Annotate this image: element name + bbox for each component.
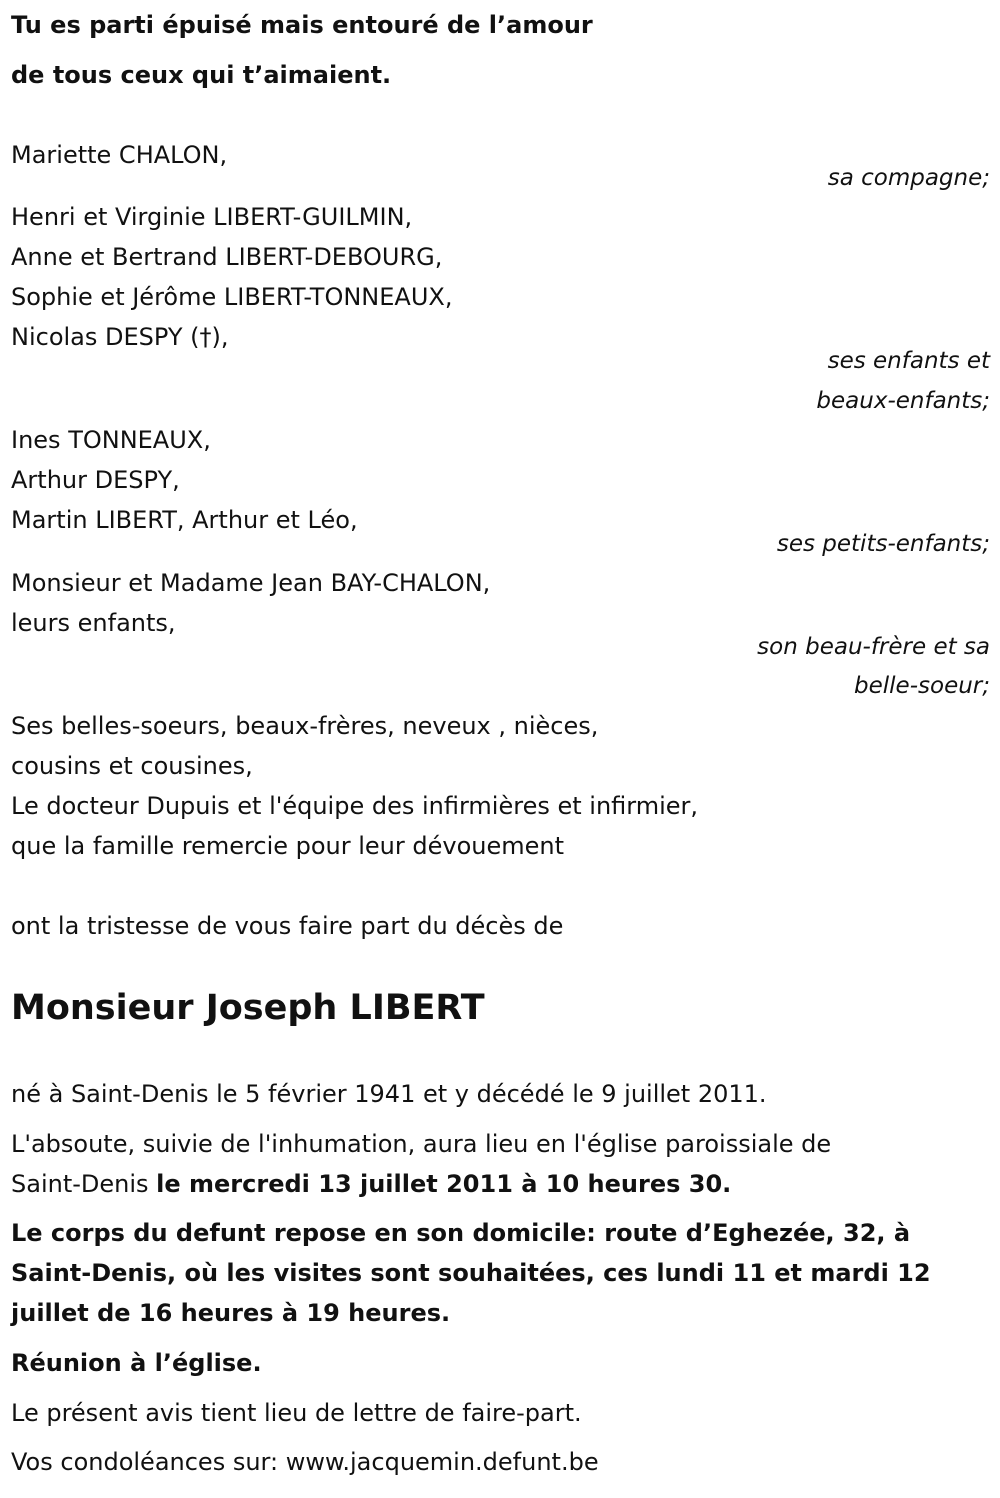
child-line-2: Anne et Bertrand LIBERT-DEBOURG, xyxy=(11,243,443,271)
announcement: ont la tristesse de vous faire part du décès de xyxy=(11,912,564,940)
child-line-4: Nicolas DESPY (†), xyxy=(11,323,229,351)
condolences-line: Vos condoléances sur: www.jacquemin.defunt.be xyxy=(11,1448,599,1476)
notice-line: Le présent avis tient lieu de lettre de faire-part. xyxy=(11,1399,582,1427)
child-line-1: Henri et Virginie LIBERT-GUILMIN, xyxy=(11,203,413,231)
birth-death-line: né à Saint-Denis le 5 février 1941 et y décédé le 9 juillet 2011. xyxy=(11,1080,767,1108)
children-role-line-2: beaux-enfants; xyxy=(816,388,990,414)
funeral-date-time: le mercredi 13 juillet 2011 à 10 heures 30. xyxy=(156,1170,732,1198)
funeral-line-2 xyxy=(11,1169,731,1199)
grandchild-line-3: Martin LIBERT, Arthur et Léo, xyxy=(11,506,358,534)
visitation-line-3: juillet de 16 heures à 19 heures. xyxy=(11,1299,451,1327)
partner-role: sa compagne; xyxy=(827,165,990,191)
in-laws-role-line-1: son beau-frère et sa xyxy=(757,634,990,660)
in-laws-role-line-2: belle-soeur; xyxy=(854,673,990,699)
others-line-4: que la famille remercie pour leur dévouement xyxy=(11,832,565,860)
child-line-3: Sophie et Jérôme LIBERT-TONNEAUX, xyxy=(11,283,453,311)
others-line-2: cousins et cousines, xyxy=(11,752,253,780)
children-role-line-1: ses enfants et xyxy=(827,348,990,374)
others-line-3: Le docteur Dupuis et l'équipe des infirmières et infirmier, xyxy=(11,792,699,820)
partner-name: Mariette CHALON, xyxy=(11,141,228,169)
in-laws-line-1: Monsieur et Madame Jean BAY-CHALON, xyxy=(11,569,491,597)
grandchildren-role: ses petits-enfants; xyxy=(776,531,990,557)
visitation-line-2: Saint-Denis, où les visites sont souhaitées, ces lundi 11 et mardi 12 xyxy=(11,1259,931,1287)
others-line-1: Ses belles-soeurs, beaux-frères, neveux , nièces, xyxy=(11,712,599,740)
funeral-line-1: L'absoute, suivie de l'inhumation, aura lieu en l'église paroissiale de xyxy=(11,1130,832,1158)
funeral-place: Saint-Denis xyxy=(11,1170,157,1198)
grandchild-line-2: Arthur DESPY, xyxy=(11,466,180,494)
epigraph-line-2: de tous ceux qui t’aimaient. xyxy=(11,61,392,89)
meeting-note: Réunion à l’église. xyxy=(11,1349,262,1377)
in-laws-line-2: leurs enfants, xyxy=(11,609,176,637)
epigraph-line-1: Tu es parti épuisé mais entouré de l’amour xyxy=(11,11,593,39)
grandchild-line-1: Ines TONNEAUX, xyxy=(11,426,211,454)
visitation-line-1: Le corps du defunt repose en son domicile: route d’Eghezée, 32, à xyxy=(11,1219,911,1247)
deceased-name: Monsieur Joseph LIBERT xyxy=(11,988,485,1028)
